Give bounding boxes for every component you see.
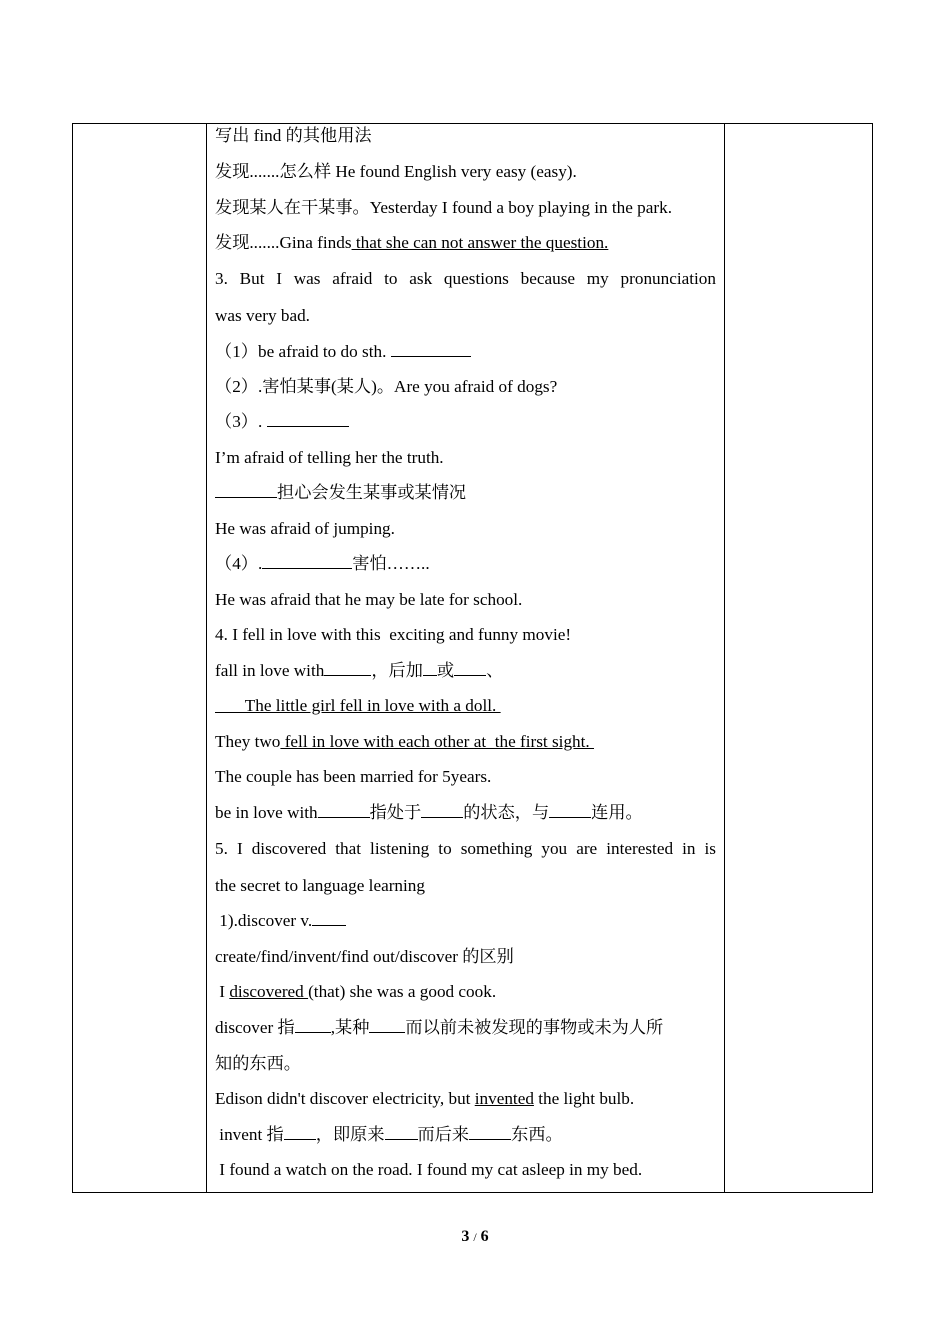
fill-blank: [369, 1018, 405, 1033]
fill-blank: [312, 911, 346, 926]
find-usage-1: 发现.......怎么样 He found English very easy (easy).: [215, 162, 577, 181]
example-watch: I found a watch on the road. I found my cat asleep in my bed.: [215, 1160, 643, 1179]
afraid-worry-line: 担心会发生某事或某情况: [215, 483, 466, 503]
question-3-line-1: 3. But I was afraid to ask questions because my pronunciation: [215, 269, 716, 288]
discover-rule-line-2: 知的东西。: [215, 1054, 301, 1073]
fill-blank: [391, 342, 471, 357]
fill-blank: [549, 803, 591, 818]
find-heading: 写出 find 的其他用法: [215, 126, 372, 145]
fill-blank: [267, 412, 349, 427]
fill-blank: [454, 661, 486, 676]
fall-in-love-rule: fall in love with ，后加 或 、: [215, 661, 504, 680]
example-first-sight: They two fell in love with each other at the first sight.: [215, 732, 594, 751]
fill-blank: [421, 803, 463, 818]
fill-blank: [469, 1125, 511, 1140]
afraid-usage-3: （3）.: [215, 412, 349, 432]
lesson-table: [72, 123, 873, 1193]
example-edison: Edison didn't discover electricity, but invented the light bulb.: [215, 1089, 635, 1108]
fill-blank: [385, 1125, 418, 1140]
question-5-line-2: the secret to language learning: [215, 876, 425, 895]
fill-blank: [423, 661, 437, 676]
word-difference: create/find/invent/find out/discover 的区别: [215, 947, 514, 966]
afraid-example-3: He was afraid that he may be late for school.: [215, 590, 523, 609]
fill-blank: [324, 661, 371, 676]
find-usage-3: 发现.......Gina finds that she can not answer the question.: [215, 233, 609, 252]
be-in-love-rule: be in love with 指处于 的状态，与 连用。: [215, 803, 643, 822]
page-number: 3 / 6: [461, 1228, 489, 1245]
example-married: The couple has been married for 5years.: [215, 767, 492, 786]
fill-blank: [295, 1018, 331, 1033]
discover-rule-line-1: discover 指 ,某种 而以前未被发现的事物或未为人所: [215, 1018, 664, 1037]
question-5-line-1: 5. I discovered that listening to something you are interested in is: [215, 839, 716, 858]
example-cook: I discovered (that) she was a good cook.: [215, 982, 497, 1001]
column-divider-right: [724, 124, 725, 1192]
question-3-line-2: was very bad.: [215, 306, 310, 325]
fill-blank: [284, 1125, 316, 1140]
afraid-example-2: He was afraid of jumping.: [215, 519, 395, 538]
fill-blank: [262, 554, 352, 569]
afraid-usage-4: （4）. 害怕……..: [215, 554, 430, 573]
afraid-example-1: I’m afraid of telling her the truth.: [215, 448, 444, 467]
fill-blank: [215, 483, 277, 498]
afraid-usage-1: （1）be afraid to do sth.: [215, 342, 471, 362]
example-doll: The little girl fell in love with a doll.: [215, 696, 501, 715]
column-divider-left: [206, 124, 207, 1192]
question-4: 4. I fell in love with this exciting and funny movie!: [215, 625, 572, 644]
fill-blank: [318, 803, 370, 818]
afraid-usage-2: （2）.害怕某事(某人)。Are you afraid of dogs?: [215, 377, 558, 396]
invent-rule: invent 指 ，即原来 而后来 东西。: [215, 1125, 563, 1144]
find-usage-2: 发现某人在干某事。Yesterday I found a boy playing in the park.: [215, 198, 673, 217]
discover-definition: 1).discover v.: [215, 911, 346, 931]
